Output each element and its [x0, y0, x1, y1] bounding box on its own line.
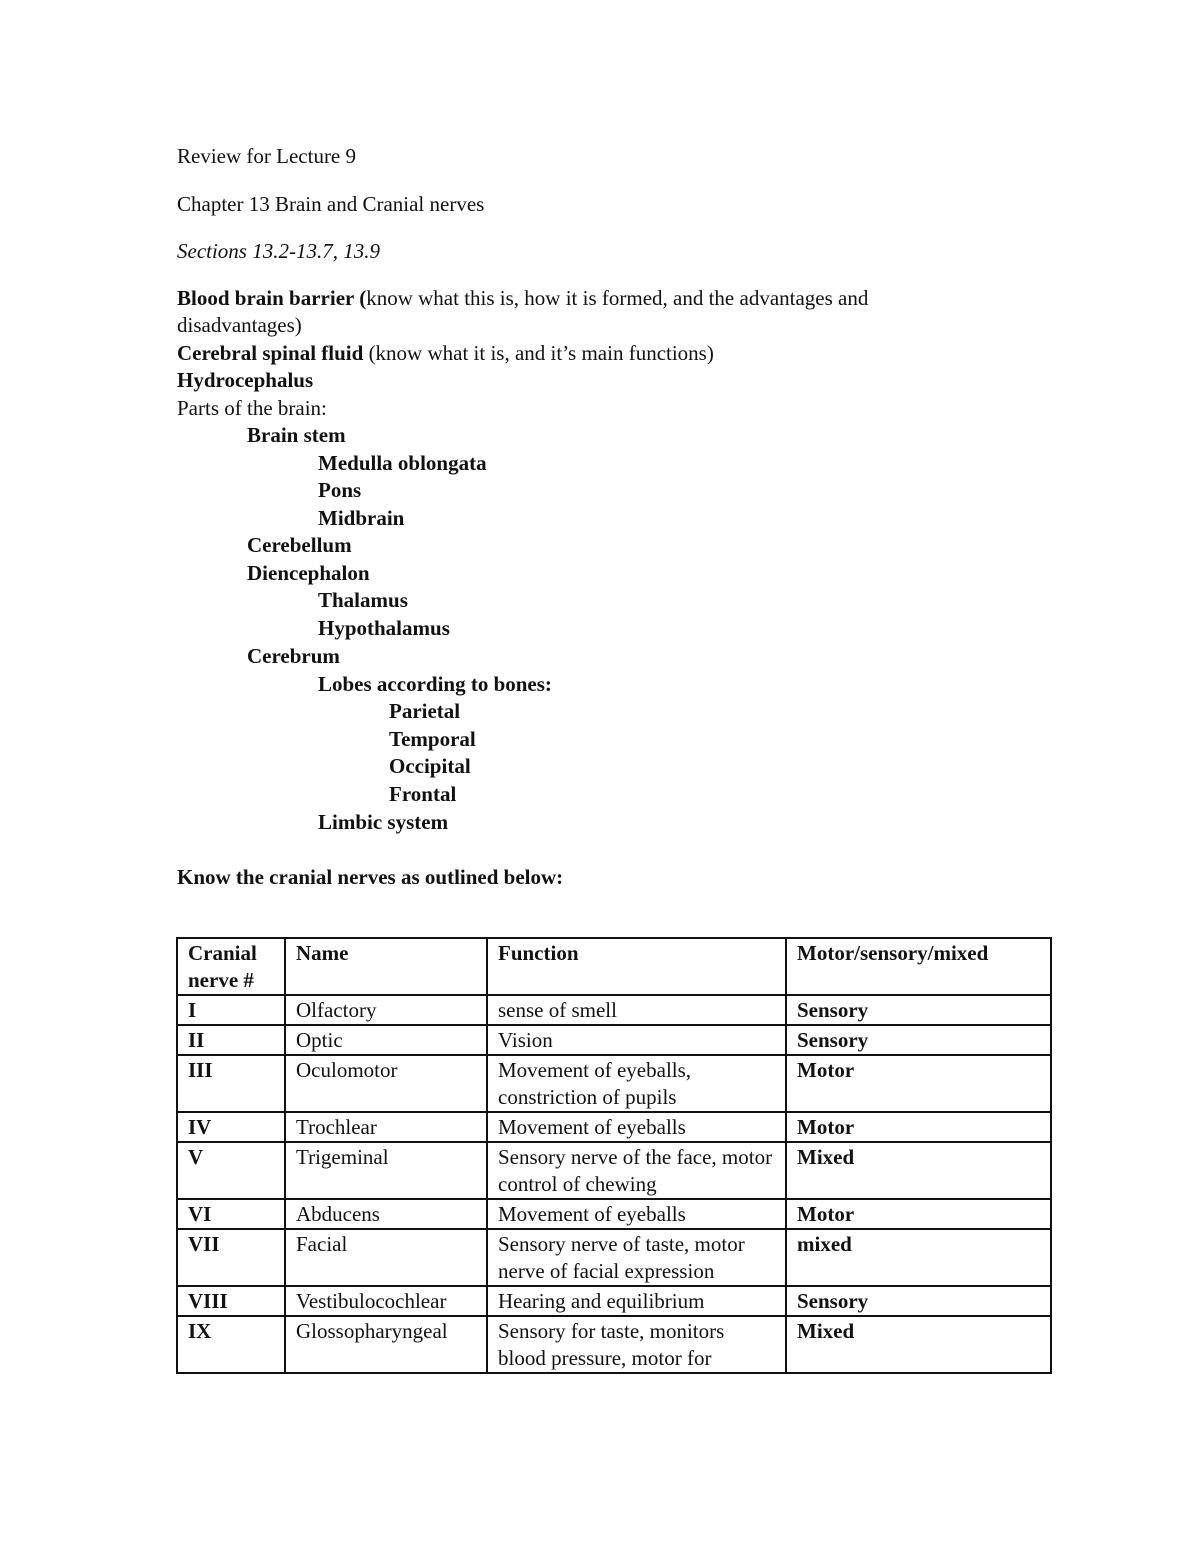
chapter-heading: Chapter 13 Brain and Cranial nerves — [177, 192, 485, 216]
nerve-type: Motor — [786, 1199, 1051, 1229]
nerve-name: Trigeminal — [285, 1142, 487, 1199]
table-row — [177, 1286, 1051, 1316]
hydrocephalus-term: Hydrocephalus — [177, 368, 314, 392]
nerve-type: Mixed — [786, 1316, 1051, 1373]
cerebrum: Cerebrum — [247, 644, 340, 668]
lobes-label: Lobes according to bones: — [318, 672, 552, 696]
bbb-line — [177, 285, 868, 312]
nerve-function: Hearing and equilibrium — [487, 1286, 786, 1316]
table-row — [177, 1316, 1051, 1373]
nerve-name: Vestibulocochlear — [285, 1286, 487, 1316]
sections-line: Sections 13.2-13.7, 13.9 — [177, 239, 380, 263]
nerve-type: Sensory — [786, 1025, 1051, 1055]
diencephalon: Diencephalon — [247, 561, 370, 585]
nerve-number: V — [177, 1142, 285, 1199]
nerve-name: Facial — [285, 1229, 487, 1286]
lobe-occipital: Occipital — [389, 754, 471, 778]
medulla-oblongata: Medulla oblongata — [318, 451, 487, 475]
table-row — [177, 1142, 1051, 1199]
table-row — [177, 1229, 1051, 1286]
nerve-number: I — [177, 995, 285, 1025]
nerve-function: Sensory nerve of the face, motor control of chewing — [487, 1142, 786, 1199]
document-title: Review for Lecture 9 — [177, 144, 357, 168]
nerve-function: Movement of eyeballs — [487, 1112, 786, 1142]
csf-description: (know what it is, and it’s main functions) — [363, 341, 714, 365]
limbic-system: Limbic system — [318, 810, 449, 834]
nerve-function: Vision — [487, 1025, 786, 1055]
header-function: Function — [487, 938, 786, 995]
table-header-row — [177, 938, 1051, 995]
nerve-number: IX — [177, 1316, 285, 1373]
midbrain: Midbrain — [318, 506, 405, 530]
nerve-function: Sensory nerve of taste, motor nerve of facial expression — [487, 1229, 786, 1286]
nerve-name: Oculomotor — [285, 1055, 487, 1112]
nerve-name: Glossopharyngeal — [285, 1316, 487, 1373]
bbb-description-cont: disadvantages) — [177, 313, 302, 337]
nerve-type: Sensory — [786, 995, 1051, 1025]
csf-line — [177, 340, 714, 367]
csf-term: Cerebral spinal fluid — [177, 341, 364, 365]
cerebellum: Cerebellum — [247, 533, 352, 557]
nerve-name: Abducens — [285, 1199, 487, 1229]
nerve-function: Movement of eyeballs — [487, 1199, 786, 1229]
nerve-type: Mixed — [786, 1142, 1051, 1199]
table-row — [177, 995, 1051, 1025]
hypothalamus: Hypothalamus — [318, 616, 450, 640]
nerve-name: Trochlear — [285, 1112, 487, 1142]
parts-label: Parts of the brain: — [177, 396, 327, 420]
table-row — [177, 1055, 1051, 1112]
nerve-type: mixed — [786, 1229, 1051, 1286]
table-row — [177, 1112, 1051, 1142]
nerve-name: Optic — [285, 1025, 487, 1055]
lobe-parietal: Parietal — [389, 699, 461, 723]
header-type: Motor/sensory/mixed — [786, 938, 1051, 995]
header-cranial-nerve-number: Cranial nerve # — [177, 938, 285, 995]
nerve-number: II — [177, 1025, 285, 1055]
nerve-type: Sensory — [786, 1286, 1051, 1316]
lobe-frontal: Frontal — [389, 782, 457, 806]
nerve-function: Movement of eyeballs, constriction of pupils — [487, 1055, 786, 1112]
nerve-number: VII — [177, 1229, 285, 1286]
thalamus: Thalamus — [318, 588, 408, 612]
nerve-type: Motor — [786, 1112, 1051, 1142]
cranial-nerves-heading: Know the cranial nerves as outlined below: — [177, 865, 564, 889]
table-row — [177, 1199, 1051, 1229]
cranial-nerves-table — [176, 937, 1052, 1374]
table-row — [177, 1025, 1051, 1055]
brain-stem: Brain stem — [247, 423, 346, 447]
bbb-term: Blood brain barrier ( — [177, 286, 367, 310]
nerve-number: VIII — [177, 1286, 285, 1316]
nerve-function: Sensory for taste, monitors blood pressure, motor for — [487, 1316, 786, 1373]
nerve-number: III — [177, 1055, 285, 1112]
nerve-number: IV — [177, 1112, 285, 1142]
pons: Pons — [318, 478, 362, 502]
nerve-number: VI — [177, 1199, 285, 1229]
lobe-temporal: Temporal — [389, 727, 476, 751]
nerve-type: Motor — [786, 1055, 1051, 1112]
nerve-function: sense of smell — [487, 995, 786, 1025]
header-name: Name — [285, 938, 487, 995]
bbb-description: know what this is, how it is formed, and the advantages and — [366, 286, 869, 310]
nerve-name: Olfactory — [285, 995, 487, 1025]
